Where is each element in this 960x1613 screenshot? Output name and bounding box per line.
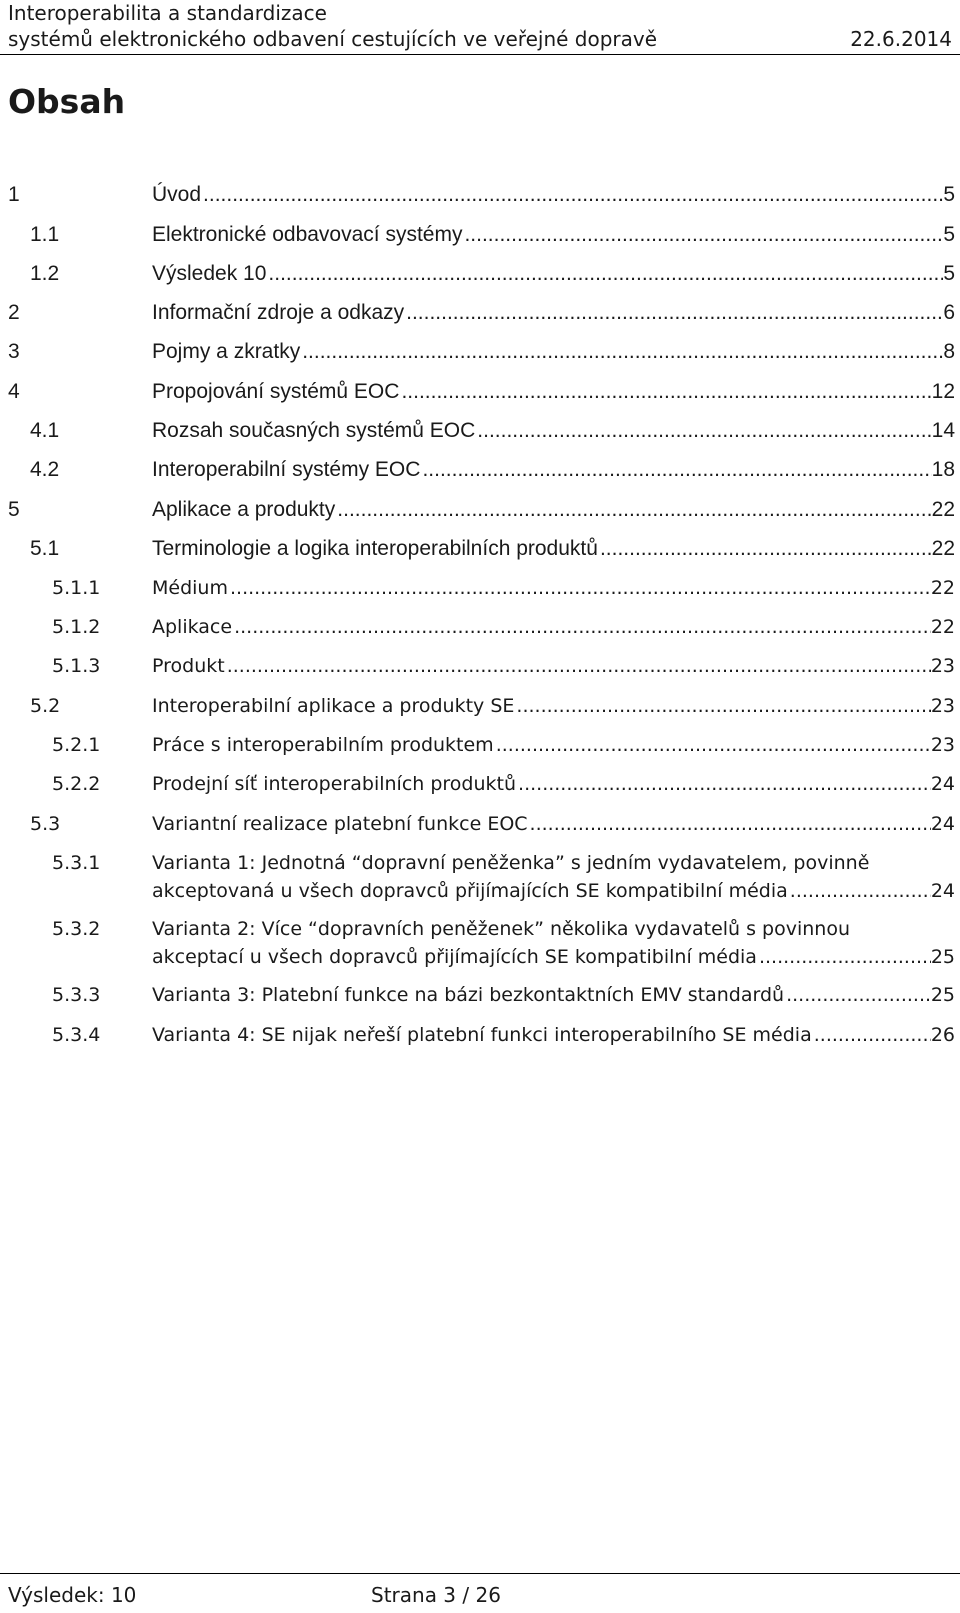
toc-entry-title: Interoperabilní aplikace a produkty SE xyxy=(152,695,515,717)
toc-entry-page: 22 xyxy=(931,498,955,521)
toc-entry-body xyxy=(152,456,955,484)
toc-entry-page: 22 xyxy=(931,537,955,560)
toc-entry-title: Varianta 3: Platební funkce na bázi bezkontaktních EMV standardů xyxy=(152,984,785,1006)
toc-entry-number: 5.1 xyxy=(30,537,60,560)
toc-entry-title: Variantní realizace platební funkce EOC xyxy=(152,813,528,835)
toc-entry-line xyxy=(152,877,955,905)
toc-entry-line xyxy=(152,181,955,209)
toc-entry-title: Informační zdroje a odkazy xyxy=(152,301,405,324)
toc-entry-line xyxy=(152,981,955,1009)
header-title-line2: systémů elektronického odbavení cestujících ve veřejné dopravě xyxy=(8,27,658,51)
toc-entry-title: akceptací u všech dopravců přijímajících SE kompatibilní média xyxy=(152,946,757,968)
toc-entry-number: 5.3.2 xyxy=(52,918,101,940)
toc-dot-leader xyxy=(228,574,931,602)
toc-entry-title: Terminologie a logika interoperabilních produktů xyxy=(152,537,598,560)
footer-result-label: Výsledek: 10 xyxy=(8,1583,137,1607)
toc-entry-number: 5.1.3 xyxy=(52,655,101,677)
toc-entry-body xyxy=(152,535,955,563)
toc-dot-leader xyxy=(420,456,931,484)
toc-entry-number: 1.1 xyxy=(30,223,60,246)
toc-entry-page: 24 xyxy=(930,773,955,795)
footer-page-number: Strana 3 / 26 xyxy=(371,1583,501,1607)
toc-dot-leader xyxy=(784,981,931,1009)
toc-entry-line xyxy=(152,652,955,680)
toc-entry-body xyxy=(152,849,955,905)
toc-entry-number: 4 xyxy=(8,380,20,403)
toc-entry-line xyxy=(152,417,955,445)
toc-entry-page: 26 xyxy=(930,1024,955,1046)
toc-entry-title-line1: Varianta 1: Jednotná “dopravní peněženka” s jedním vydavatelem, povinně xyxy=(152,852,870,874)
toc-entry-body xyxy=(152,221,955,249)
toc-entry-line xyxy=(152,378,955,406)
toc-dot-leader xyxy=(757,943,931,971)
header-date: 22.6.2014 xyxy=(850,27,952,51)
toc-dot-leader xyxy=(201,181,943,209)
toc-dot-leader xyxy=(266,260,943,288)
toc-entry-title: Úvod xyxy=(152,183,202,206)
toc-entry-number: 5 xyxy=(8,498,20,521)
toc-dot-leader xyxy=(494,731,931,759)
toc-dot-leader xyxy=(404,299,943,327)
toc-entry-body xyxy=(152,981,955,1009)
toc-entry-page: 23 xyxy=(930,655,955,677)
toc-entry-line xyxy=(152,770,955,798)
toc-entry-body xyxy=(152,915,955,971)
toc-entry-page: 12 xyxy=(931,380,955,403)
toc-entry-line xyxy=(152,1021,955,1049)
toc-entry-title: Výsledek 10 xyxy=(152,262,267,285)
toc-entry-line xyxy=(152,260,955,288)
toc-heading: Obsah xyxy=(8,82,126,121)
toc-entry-line xyxy=(152,456,955,484)
toc-entry-page: 18 xyxy=(931,458,955,481)
toc-dot-leader xyxy=(399,378,931,406)
toc-entry-number: 4.1 xyxy=(30,419,60,442)
toc-entry-number: 5.3.4 xyxy=(52,1024,101,1046)
page-header xyxy=(8,0,952,52)
toc-entry-title: akceptovaná u všech dopravců přijímajících SE kompatibilní média xyxy=(152,880,788,902)
toc-entry-title: Rozsah současných systémů EOC xyxy=(152,419,476,442)
toc-entry-number: 5.2.2 xyxy=(52,773,101,795)
toc-entry-body xyxy=(152,574,955,602)
header-line2 xyxy=(8,26,952,52)
toc-entry-number: 4.2 xyxy=(30,458,60,481)
toc-entry-body xyxy=(152,299,955,327)
toc-entry-line xyxy=(152,692,955,720)
toc-entry-number: 5.3.3 xyxy=(52,984,101,1006)
toc-dot-leader xyxy=(300,338,943,366)
toc-entry-line xyxy=(152,496,955,524)
toc-entry-page: 5 xyxy=(943,262,955,285)
toc-entry-page: 6 xyxy=(943,301,955,324)
toc-entry-title: Pojmy a zkratky xyxy=(152,340,301,363)
toc-entry-number: 5.2 xyxy=(30,695,61,717)
toc-entry-title: Propojování systémů EOC xyxy=(152,380,400,403)
toc-entry-number: 2 xyxy=(8,301,20,324)
toc-entry-title: Aplikace a produkty xyxy=(152,498,336,521)
toc-dot-leader xyxy=(335,496,931,524)
toc-entry-body xyxy=(152,652,955,680)
toc-entry-line xyxy=(152,221,955,249)
toc-dot-leader xyxy=(225,652,931,680)
toc-dot-leader xyxy=(462,221,943,249)
toc-entry-title: Elektronické odbavovací systémy xyxy=(152,223,463,246)
toc-entry-number: 5.3 xyxy=(30,813,61,835)
toc-dot-leader xyxy=(598,535,932,563)
toc-entry-number: 1 xyxy=(8,183,20,206)
toc-entry-page: 14 xyxy=(931,419,955,442)
toc-entry-body xyxy=(152,810,955,838)
toc-entry-page: 25 xyxy=(930,984,955,1006)
toc-entry-title: Médium xyxy=(152,577,228,599)
toc-entry-number: 5.3.1 xyxy=(52,852,101,874)
footer-divider xyxy=(0,1573,960,1574)
toc-dot-leader xyxy=(788,877,931,905)
toc-entry-title-line1: Varianta 2: Více “dopravních peněženek” několika vydavatelů s povinnou xyxy=(152,918,851,940)
toc-entry-title: Produkt xyxy=(152,655,225,677)
toc-entry-title: Varianta 4: SE nijak neřeší platební funkci interoperabilního SE média xyxy=(152,1024,812,1046)
toc-dot-leader xyxy=(475,417,931,445)
toc-entry-page: 24 xyxy=(930,813,955,835)
toc-entry-page: 22 xyxy=(930,616,955,638)
toc-entry-number: 1.2 xyxy=(30,262,60,285)
toc-dot-leader xyxy=(232,613,931,641)
toc-entry-page: 22 xyxy=(930,577,955,599)
toc-dot-leader xyxy=(528,810,931,838)
toc-entry-line xyxy=(152,810,955,838)
toc-entry-page: 24 xyxy=(930,880,955,902)
toc-entry-number: 3 xyxy=(8,340,20,363)
toc-entry-page: 23 xyxy=(930,695,955,717)
toc-entry-body xyxy=(152,692,955,720)
toc-entry-line xyxy=(152,535,955,563)
toc-entry-line xyxy=(152,943,955,971)
toc-entry-page: 5 xyxy=(943,183,955,206)
toc-entry-body xyxy=(152,613,955,641)
toc-entry-body xyxy=(152,260,955,288)
toc-dot-leader xyxy=(516,770,931,798)
toc-entry-title: Prodejní síť interoperabilních produktů xyxy=(152,773,517,795)
toc-entry-number: 5.1.2 xyxy=(52,616,101,638)
toc-entry-number: 5.1.1 xyxy=(52,577,101,599)
toc-entry-body xyxy=(152,378,955,406)
toc-entry-number: 5.2.1 xyxy=(52,734,101,756)
toc-entry-title: Aplikace xyxy=(152,616,233,638)
toc-entry-line xyxy=(152,299,955,327)
toc-entry-page: 25 xyxy=(930,946,955,968)
toc-entry-line xyxy=(152,613,955,641)
toc-entry-page: 8 xyxy=(943,340,955,363)
toc-entry-body xyxy=(152,338,955,366)
toc-entry-line xyxy=(152,574,955,602)
toc-entry-body xyxy=(152,181,955,209)
toc-entry-body xyxy=(152,731,955,759)
toc-entry-line xyxy=(152,731,955,759)
toc-entry-title: Práce s interoperabilním produktem xyxy=(152,734,494,756)
toc-entry-body xyxy=(152,1021,955,1049)
toc-entry-body xyxy=(152,496,955,524)
header-title-line1: Interoperabilita a standardizace xyxy=(8,1,327,25)
toc-entry-page: 23 xyxy=(930,734,955,756)
toc-entry-page: 5 xyxy=(943,223,955,246)
header-divider xyxy=(0,54,960,55)
toc-entry-body xyxy=(152,417,955,445)
toc-entry-body xyxy=(152,770,955,798)
toc-entry-line xyxy=(152,338,955,366)
toc-entry-title: Interoperabilní systémy EOC xyxy=(152,458,421,481)
toc-dot-leader xyxy=(514,692,930,720)
toc-dot-leader xyxy=(812,1021,931,1049)
